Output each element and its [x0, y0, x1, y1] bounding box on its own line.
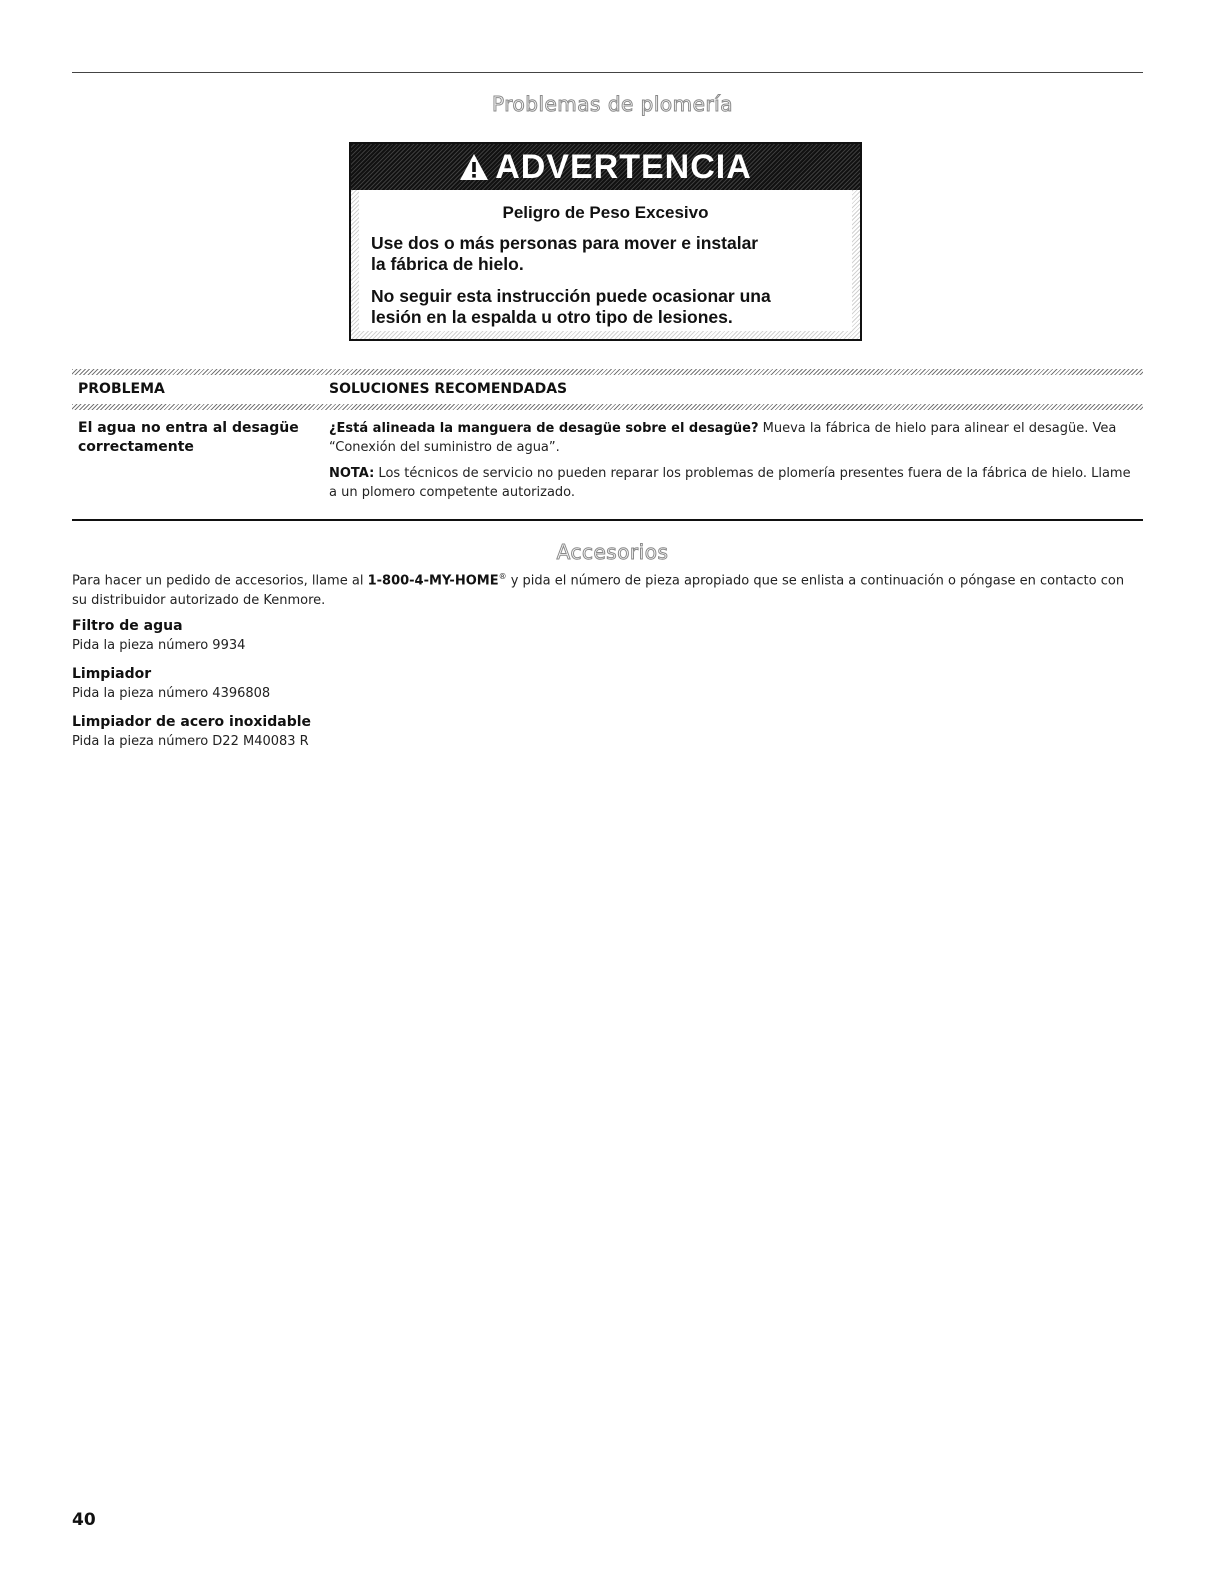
accessory-name: Filtro de agua — [72, 618, 183, 634]
table-bottom-rule — [72, 519, 1143, 521]
warning-banner — [351, 144, 860, 190]
intro-text: Para hacer un pedido de accesorios, llame al — [72, 573, 368, 589]
accessory-item — [72, 617, 245, 655]
note-text: Los técnicos de servicio no pueden reparar los problemas de plomería presentes fuera de la fábrica de hielo. Llame a un plomero competente autorizado. — [329, 466, 1131, 500]
accessory-item — [72, 665, 270, 703]
warning-box — [349, 142, 862, 341]
accessories-intro — [72, 567, 1142, 611]
warning-consequence-line: lesión en la espalda u otro tipo de lesiones. — [371, 307, 733, 327]
accessory-name: Limpiador — [72, 666, 152, 682]
warning-title-text: ADVERTENCIA — [495, 147, 752, 186]
table-header-hatch — [72, 404, 1143, 410]
accessory-part-number: Pida la pieza número D22 M40083 R — [72, 734, 309, 749]
accessory-item — [72, 713, 311, 751]
hazard-name: Peligro de Peso Excesivo — [502, 203, 709, 222]
top-rule — [72, 72, 1143, 73]
warning-instruction-line: Use dos o más personas para mover e instalar — [371, 233, 759, 253]
warning-title — [459, 148, 752, 187]
alert-triangle-icon — [459, 153, 489, 181]
warning-consequence-line: No seguir esta instrucción puede ocasionar una — [371, 286, 771, 306]
accessory-part-number: Pida la pieza número 4396808 — [72, 686, 271, 701]
phone-number: 1-800-4-MY-HOME — [367, 573, 499, 589]
plumbing-section-title: Problemas de plomería — [492, 92, 733, 116]
header-solutions: SOLUCIONES RECOMENDADAS — [329, 381, 568, 397]
solution-paragraph — [329, 419, 1137, 457]
page-number: 40 — [72, 1510, 96, 1530]
solution-cell — [329, 419, 1137, 509]
solution-text: Mueva la fábrica de hielo para alinear el desagüe. Vea “Conexión del suministro de agua”. — [329, 421, 1117, 455]
registered-mark: ® — [498, 572, 507, 581]
intro-text: y pida el número de pieza apropiado que se enlista a continuación o póngase en contacto con su distribuidor autorizado de Kenmore. — [72, 573, 1125, 609]
problem-cell: El agua no entra al desagüe correctamente — [78, 420, 299, 455]
table-top-hatch — [72, 369, 1143, 375]
note-paragraph — [329, 464, 1137, 502]
solution-question: ¿Está alineada la manguera de desagüe sobre el desagüe? — [329, 421, 759, 436]
header-problem: PROBLEMA — [78, 381, 165, 397]
note-label: NOTA: — [329, 466, 375, 481]
accessory-name: Limpiador de acero inoxidable — [72, 714, 312, 730]
accessories-section-title: Accesorios — [556, 540, 669, 564]
accessory-part-number: Pida la pieza número 9934 — [72, 638, 246, 653]
warning-instruction-line: la fábrica de hielo. — [371, 254, 524, 274]
warning-body — [359, 190, 852, 331]
